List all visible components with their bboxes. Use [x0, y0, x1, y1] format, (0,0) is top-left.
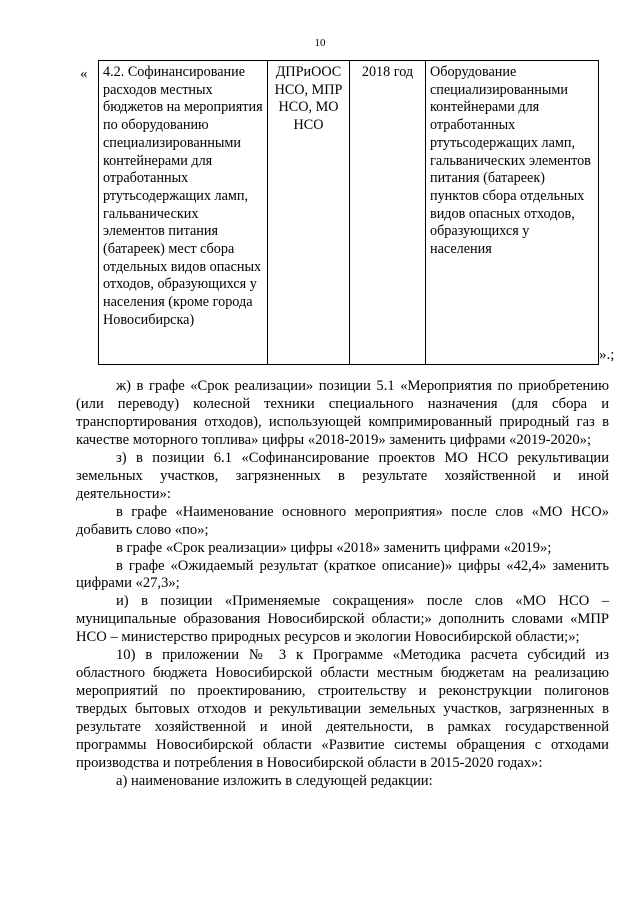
paragraph-z-name: в графе «Наименование основного мероприятия» после слов «МО НСО» добавить слово «по»; [76, 503, 609, 538]
table-row [99, 61, 599, 365]
table-close-quote: ».; [599, 347, 615, 363]
paragraph-i: и) в позиции «Применяемые сокращения» после слов «МО НСО – муниципальные образования Новосибирской области;» дополнить словами «МПР НСО – министерство природных ресурсов и экологии Новосибирской области;»; [76, 593, 609, 646]
cell-executor: ДПРиООС НСО, МПР НСО, МО НСО [268, 61, 350, 365]
amendment-table [98, 60, 599, 365]
table-open-quote: « [80, 66, 88, 82]
paragraph-10: 10) в приложении № 3 к Программе «Методика расчета субсидий из областного бюджета Новосибирской области местным бюджетам на реализацию мероприятий по проектированию, строительству и реконструкции полигонов твердых бытовых отходов и рекультивации земельных участков, загрязненных в результате хозяйственной и иной деятельности, в рамках государственной программы Новосибирской области «Развитие системы обращения с отходами производства и потребления в Новосибирской области в 2015-2020 годах»: [76, 647, 609, 772]
paragraph-zh: ж) в графе «Срок реализации» позиции 5.1 «Мероприятия по приобретению (или переводу) колесной техники специального назначения (для сбора и транспортирования отходов), использующей компримированный природный газ в качестве моторного топлива» цифры «2018-2019» заменить цифрами «2019-2020»; [76, 378, 609, 448]
cell-expected-result: Оборудование специализированными контейнерами для отработанных ртутьсодержащих ламп, гальванических элементов питания (батареек) пунктов сбора отдельных видов опасных отходов, образующихся у населения [426, 61, 599, 365]
cell-term: 2018 год [350, 61, 426, 365]
paragraph-z: з) в позиции 6.1 «Софинансирование проектов МО НСО рекультивации земельных участков, загрязненных в результате хозяйственной и иной деятельности»: [76, 449, 609, 502]
paragraph-z-term: в графе «Срок реализации» цифры «2018» заменить цифрами «2019»; [116, 539, 552, 556]
paragraph-z-result: в графе «Ожидаемый результат (краткое описание)» цифры «42,4» заменить цифрами «27,3»; [76, 557, 609, 592]
paragraph-a: а) наименование изложить в следующей редакции: [116, 772, 433, 789]
document-body [76, 378, 609, 791]
page-number: 10 [314, 37, 326, 49]
cell-activity-name: 4.2. Софинансирование расходов местных бюджетов на мероприятия по оборудованию специализированными контейнерами для отработанных ртутьсодержащих ламп, гальванических элементов питания (батареек) мест сбора отдельных видов опасных отходов, образующихся у населения (кроме города Новосибирска) [99, 61, 268, 365]
